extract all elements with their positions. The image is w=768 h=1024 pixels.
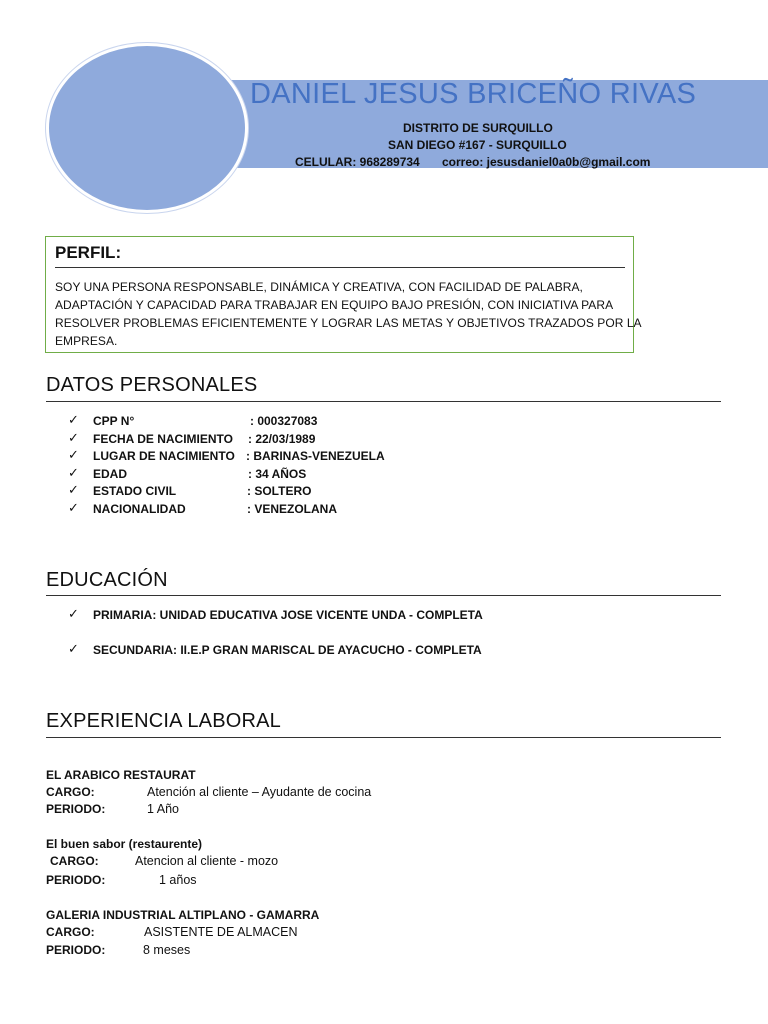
- educacion-divider: [46, 595, 721, 596]
- perfil-line: RESOLVER PROBLEMAS EFICIENTEMENTE Y LOGRAR LAS METAS Y OBJETIVOS TRAZADOS POR LA: [55, 316, 642, 330]
- dato-value: : BARINAS-VENEZUELA: [246, 449, 385, 463]
- job-company: GALERIA INDUSTRIAL ALTIPLANO - GAMARRA: [46, 908, 320, 922]
- dato-value: : VENEZOLANA: [247, 502, 337, 516]
- job-cargo: Atencion al cliente - mozo: [135, 854, 279, 868]
- perfil-title: PERFIL:: [55, 243, 122, 262]
- job-cargo: ASISTENTE DE ALMACEN: [144, 925, 298, 939]
- perfil-divider: [55, 267, 625, 268]
- educacion-item: SECUNDARIA: II.E.P GRAN MARISCAL DE AYACUCHO - COMPLETA: [93, 643, 482, 657]
- educacion-title: EDUCACIÓN: [46, 569, 168, 591]
- dato-value: : SOLTERO: [247, 484, 312, 498]
- job-periodo-label: PERIODO:: [46, 943, 106, 957]
- job-company: EL ARABICO RESTAURAT: [46, 768, 196, 782]
- email: correo: jesusdaniel0a0b@gmail.com: [442, 155, 651, 169]
- perfil-line: ADAPTACIÓN Y CAPACIDAD PARA TRABAJAR EN EQUIPO BAJO PRESIÓN, CON INICIATIVA PARA: [55, 298, 614, 312]
- job-cargo-label: CARGO:: [46, 785, 95, 799]
- datos-title: DATOS PERSONALES: [46, 374, 258, 396]
- district: DISTRITO DE SURQUILLO: [403, 121, 553, 135]
- check-icon: ✓: [68, 430, 79, 445]
- educacion-item: PRIMARIA: UNIDAD EDUCATIVA JOSE VICENTE UNDA - COMPLETA: [93, 608, 483, 622]
- dato-label: ESTADO CIVIL: [93, 484, 177, 498]
- address: SAN DIEGO #167 - SURQUILLO: [388, 138, 567, 152]
- job-periodo-label: PERIODO:: [46, 802, 106, 816]
- job-periodo-label: PERIODO:: [46, 873, 106, 887]
- job-periodo: 1 Año: [147, 802, 179, 816]
- job-company: El buen sabor (restaurente): [46, 837, 203, 851]
- perfil-line: SOY UNA PERSONA RESPONSABLE, DINÁMICA Y CREATIVA, CON FACILIDAD DE PALABRA,: [55, 280, 583, 294]
- check-icon: ✓: [68, 447, 79, 462]
- job-cargo: Atención al cliente – Ayudante de cocina: [147, 785, 372, 799]
- job-cargo-label: CARGO:: [50, 854, 99, 868]
- dato-value: : 34 AÑOS: [248, 467, 307, 481]
- header-ellipse: [46, 43, 248, 213]
- check-icon: ✓: [68, 465, 79, 480]
- experiencia-title: EXPERIENCIA LABORAL: [46, 710, 282, 732]
- datos-divider: [46, 401, 721, 402]
- experiencia-divider: [46, 737, 721, 738]
- check-icon: ✓: [68, 641, 79, 656]
- job-cargo-label: CARGO:: [46, 925, 95, 939]
- job-periodo: 1 años: [159, 873, 197, 887]
- dato-label: FECHA DE NACIMIENTO: [93, 432, 234, 446]
- dato-label: NACIONALIDAD: [93, 502, 186, 516]
- perfil-line: EMPRESA.: [55, 334, 118, 348]
- dato-value: : 000327083: [250, 414, 318, 428]
- dato-value: : 22/03/1989: [248, 432, 316, 446]
- dato-label: LUGAR DE NACIMIENTO: [93, 449, 235, 463]
- job-periodo: 8 meses: [143, 943, 191, 957]
- check-icon: ✓: [68, 482, 79, 497]
- check-icon: ✓: [68, 606, 79, 621]
- check-icon: ✓: [68, 500, 79, 515]
- dato-label: EDAD: [93, 467, 128, 481]
- phone: CELULAR: 968289734: [295, 155, 420, 169]
- dato-label: CPP N°: [93, 414, 135, 428]
- candidate-name: DANIEL JESUS BRICEÑO RIVAS: [250, 78, 697, 110]
- check-icon: ✓: [68, 412, 79, 427]
